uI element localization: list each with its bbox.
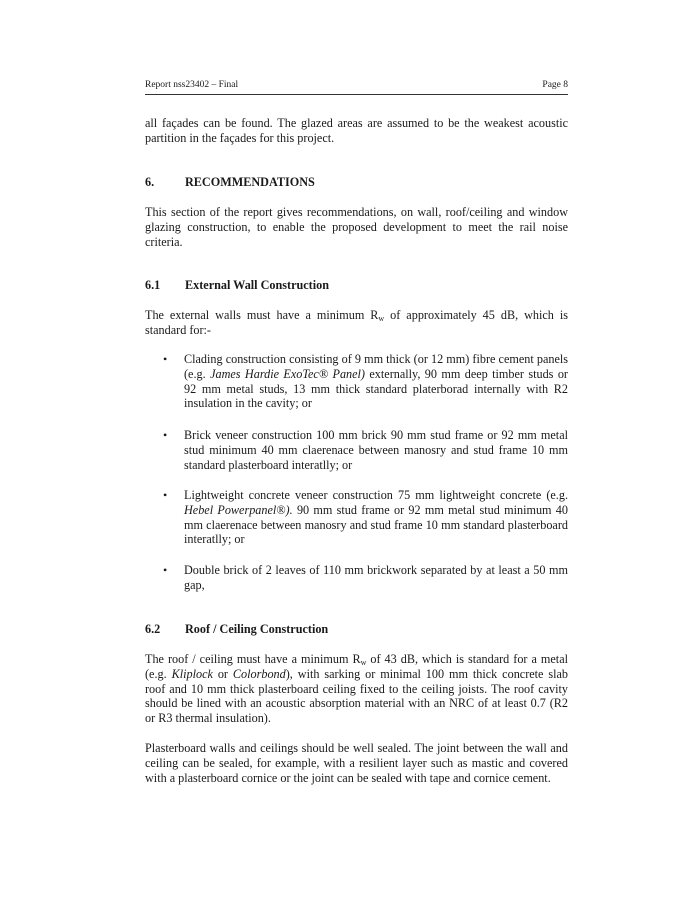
section-6-number: 6.	[145, 175, 155, 189]
bullet-text-part: Brick veneer construction 100 mm brick 90 mm stud frame or 92 mm metal stud minimum 40 mm claerenace between manosry and stud frame 10 mm standard plasterboard interatlly; or	[184, 428, 568, 472]
bullet-icon: •	[163, 352, 168, 366]
section-6-1-intro-text-end: of approximately 45 dB, which is standard for:-	[145, 308, 568, 337]
bullet-text-part: externally, 90 mm deep timber studs or 92 mm metal studs, 13 mm thick standard platerborad internally with R2 insulation in the cavity; or	[184, 366, 568, 411]
section-6-1-intro-text: The external walls must have a minimum R	[145, 308, 379, 322]
bullet-text	[184, 428, 568, 472]
bullet-text	[184, 352, 568, 411]
section-6-heading	[145, 175, 568, 190]
section-6-2-paragraph-1	[145, 652, 568, 726]
paragraph-text-italic: Kliplock	[171, 666, 213, 681]
paragraph-text-part: The roof / ceiling must have a minimum R	[145, 652, 361, 666]
bullet-text-part: Lightweight concrete veneer construction 75 mm lightweight concrete (e.g.	[184, 488, 568, 502]
paragraph-text-italic: Colorbond	[232, 666, 286, 681]
section-6-title: RECOMMENDATIONS	[185, 175, 315, 189]
rw-subscript: w	[360, 658, 367, 667]
header-page-number: Page 8	[542, 80, 568, 90]
paragraph-text-part: or	[212, 666, 233, 681]
bullet-text	[184, 563, 568, 593]
section-6-2-paragraph-2: Plasterboard walls and ceilings should be well sealed. The joint between the wall and ceiling can be sealed, for example, with a resilient layer such as mastic and covered with a plasterboard cornice or the joint can be sealed with tape and cornice cement.	[145, 741, 568, 785]
section-6-1-number: 6.1	[145, 278, 161, 292]
bullet-text-italic: Hebel Powerpanel®).	[184, 502, 293, 517]
bullet-text-part: Clading construction consisting of 9 mm thick (or 12 mm) fibre cement panels (e.g.	[184, 352, 568, 381]
bullet-text	[184, 488, 568, 547]
section-6-1-intro	[145, 308, 568, 338]
bullet-icon: •	[163, 488, 168, 502]
intro-paragraph: all façades can be found. The glazed areas are assumed to be the weakest acoustic partition in the façades for this project.	[145, 116, 568, 145]
page-header	[145, 80, 568, 90]
paragraph-text-part: of 43 dB, which is standard for a metal (e.g.	[145, 652, 568, 681]
section-6-2-heading	[145, 622, 568, 637]
bullet-item	[163, 563, 568, 593]
bullet-icon: •	[163, 428, 168, 442]
bullet-item	[163, 352, 568, 411]
paragraph-text-part: ), with sarking or minimal 100 mm thick concrete slab roof and 10 mm thick plasterboard ceiling fixed to the ceiling joists. The roof cavity should be lined with an acoustic absorption material with an NRC of at least 0.7 (R2 or R3 thermal insulation).	[145, 666, 569, 726]
header-report-id: Report nss23402 – Final	[145, 80, 239, 90]
rw-subscript: w	[378, 314, 385, 323]
section-6-2-number: 6.2	[145, 622, 161, 636]
bullet-text-part: Double brick of 2 leaves of 110 mm brickwork separated by at least a 50 mm gap,	[184, 563, 568, 592]
bullet-icon: •	[163, 563, 168, 577]
bullet-item	[163, 428, 568, 472]
section-6-1-title: External Wall Construction	[185, 278, 329, 292]
section-6-2-title: Roof / Ceiling Construction	[185, 622, 329, 636]
header-rule	[145, 94, 568, 95]
bullet-text-italic: James Hardie ExoTec® Panel)	[210, 366, 365, 381]
bullet-item	[163, 488, 568, 547]
bullet-text-part: 90 mm stud frame or 92 mm metal stud minimum 40 mm claerenace between manosry and stud frame 10 mm standard plasterboard interatlly; or	[184, 502, 568, 547]
section-6-paragraph: This section of the report gives recommendations, on wall, roof/ceiling and window glazing construction, to enable the proposed development to meet the rail noise criteria.	[145, 205, 568, 249]
section-6-1-heading	[145, 278, 568, 293]
